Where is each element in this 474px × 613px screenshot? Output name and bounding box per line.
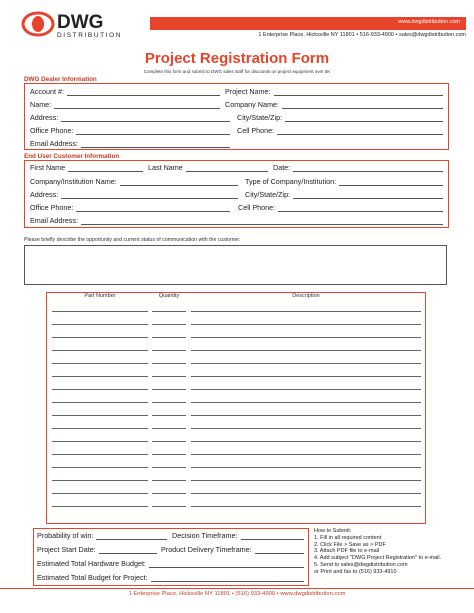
description-cell[interactable]	[191, 441, 421, 442]
total-budget-field[interactable]: Estimated Total Budget for Project:	[37, 571, 304, 582]
customer-email-field[interactable]: Email Address:	[30, 214, 443, 225]
footer-contact: 1 Enterprise Place, Hicksville NY 11801 • (516) 933-4900 • www.dwgdistribution.com	[128, 591, 346, 597]
project-start-date-field[interactable]: Project Start Date:	[37, 543, 157, 554]
form-title: Project Registration Form	[144, 50, 330, 67]
description-cell[interactable]	[191, 402, 421, 403]
description-textarea[interactable]	[24, 245, 447, 285]
quantity-cell[interactable]	[152, 480, 186, 481]
description-header: Description	[292, 293, 320, 299]
hardware-budget-field[interactable]: Estimated Total Hardware Budget:	[37, 557, 304, 568]
customer-company-field[interactable]: Company/Institution Name:	[30, 175, 238, 186]
dealer-name-field[interactable]: Name:	[30, 98, 220, 109]
quantity-cell[interactable]	[152, 441, 186, 442]
part-number-cell[interactable]	[52, 493, 148, 494]
description-cell[interactable]	[191, 350, 421, 351]
equipment-table	[46, 292, 426, 524]
part-number-cell[interactable]	[52, 441, 148, 442]
dealer-account-field[interactable]: Account #:	[30, 85, 220, 96]
description-cell[interactable]	[191, 376, 421, 377]
part-number-cell[interactable]	[52, 428, 148, 429]
decision-timeframe-field[interactable]: Decision Timeframe:	[172, 529, 304, 540]
description-cell[interactable]	[191, 311, 421, 312]
dealer-company-name-field[interactable]: Company Name:	[225, 98, 443, 109]
quantity-cell[interactable]	[152, 363, 186, 364]
quantity-cell[interactable]	[152, 376, 186, 377]
part-number-cell[interactable]	[52, 311, 148, 312]
quantity-cell[interactable]	[152, 324, 186, 325]
header-contact: 1 Enterprise Place, Hicksville NY 11801 • 516-933-4900 • sales@dwgdistribution.com	[258, 32, 466, 38]
how-to-step: 4. Add subject "DWG Project Registration" to e-mail.	[314, 555, 442, 562]
quantity-cell[interactable]	[152, 493, 186, 494]
quantity-cell[interactable]	[152, 337, 186, 338]
part-number-cell[interactable]	[52, 506, 148, 507]
description-cell[interactable]	[191, 389, 421, 390]
quantity-cell[interactable]	[152, 506, 186, 507]
quantity-cell[interactable]	[152, 467, 186, 468]
dwg-logo	[21, 7, 141, 41]
dealer-office-phone-field[interactable]: Office Phone:	[30, 124, 230, 135]
how-to-step: 1. Fill in all required content	[314, 534, 382, 541]
customer-type-field[interactable]: Type of Company/Institution:	[245, 175, 443, 186]
description-cell[interactable]	[191, 415, 421, 416]
description-cell[interactable]	[191, 363, 421, 364]
quantity-cell[interactable]	[152, 402, 186, 403]
part-number-cell[interactable]	[52, 454, 148, 455]
description-cell[interactable]	[191, 428, 421, 429]
quantity-cell[interactable]	[152, 415, 186, 416]
description-cell[interactable]	[191, 454, 421, 455]
dealer-project-name-field[interactable]: Project Name:	[225, 85, 443, 96]
how-to-step: 2. Click File > Save as > PDF	[314, 541, 386, 548]
dealer-city-state-zip-field[interactable]: City/State/Zip:	[237, 111, 443, 122]
part-number-cell[interactable]	[52, 376, 148, 377]
dealer-address-field[interactable]: Address:	[30, 111, 230, 122]
part-number-cell[interactable]	[52, 415, 148, 416]
part-number-cell[interactable]	[52, 480, 148, 481]
how-to-step: or Print and fax to (516) 933-4910	[314, 568, 397, 575]
customer-office-phone-field[interactable]: Office Phone:	[30, 201, 230, 212]
part-number-cell[interactable]	[52, 324, 148, 325]
dealer-email-field[interactable]: Email Address:	[30, 137, 230, 148]
form-subtitle: Complete this form and submit to DWG sales staff for discounts on project equipment over 5K	[143, 69, 331, 74]
quantity-cell[interactable]	[152, 428, 186, 429]
how-to-submit	[314, 528, 441, 576]
quantity-cell[interactable]	[152, 311, 186, 312]
description-cell[interactable]	[191, 506, 421, 507]
footer-divider	[0, 588, 474, 589]
part-number-header: Part Number	[84, 293, 116, 299]
probability-field[interactable]: Probability of win:	[37, 529, 167, 540]
how-to-step: 3. Attach PDF file to e-mail	[314, 548, 380, 555]
customer-section-label: End User Customer Information	[24, 153, 120, 160]
customer-address-field[interactable]: Address:	[30, 188, 238, 199]
quantity-cell[interactable]	[152, 350, 186, 351]
part-number-cell[interactable]	[52, 363, 148, 364]
part-number-cell[interactable]	[52, 402, 148, 403]
description-cell[interactable]	[191, 480, 421, 481]
description-cell[interactable]	[191, 324, 421, 325]
customer-last-name-field[interactable]: Last Name	[148, 161, 268, 172]
customer-city-state-zip-field[interactable]: City/State/Zip:	[245, 188, 443, 199]
quantity-header: Quantity	[158, 293, 180, 299]
dealer-cell-phone-field[interactable]: Cell Phone:	[237, 124, 443, 135]
delivery-timeframe-field[interactable]: Product Delivery Timeframe:	[161, 543, 304, 554]
part-number-cell[interactable]	[52, 389, 148, 390]
how-to-step: 5. Send to sales@dwgdistribution.com	[314, 561, 408, 568]
part-number-cell[interactable]	[52, 467, 148, 468]
dealer-section-label: DWG Dealer Information	[24, 76, 97, 83]
part-number-cell[interactable]	[52, 337, 148, 338]
how-to-title: How to Submit:	[314, 528, 352, 534]
part-number-cell[interactable]	[52, 350, 148, 351]
svg-text:DWG: DWG	[57, 12, 104, 33]
description-label: Please briefly describe the opportunity and current status of communication with the customer:	[24, 237, 241, 243]
header-bar	[150, 17, 466, 30]
header-url[interactable]: www.dwgdistribution.com	[398, 19, 460, 25]
customer-cell-phone-field[interactable]: Cell Phone:	[238, 201, 443, 212]
svg-text:DISTRIBUTION: DISTRIBUTION	[57, 32, 123, 39]
description-cell[interactable]	[191, 493, 421, 494]
customer-first-name-field[interactable]: First Name	[30, 161, 143, 172]
description-cell[interactable]	[191, 467, 421, 468]
description-cell[interactable]	[191, 337, 421, 338]
quantity-cell[interactable]	[152, 389, 186, 390]
customer-date-field[interactable]: Date:	[273, 161, 443, 172]
quantity-cell[interactable]	[152, 454, 186, 455]
